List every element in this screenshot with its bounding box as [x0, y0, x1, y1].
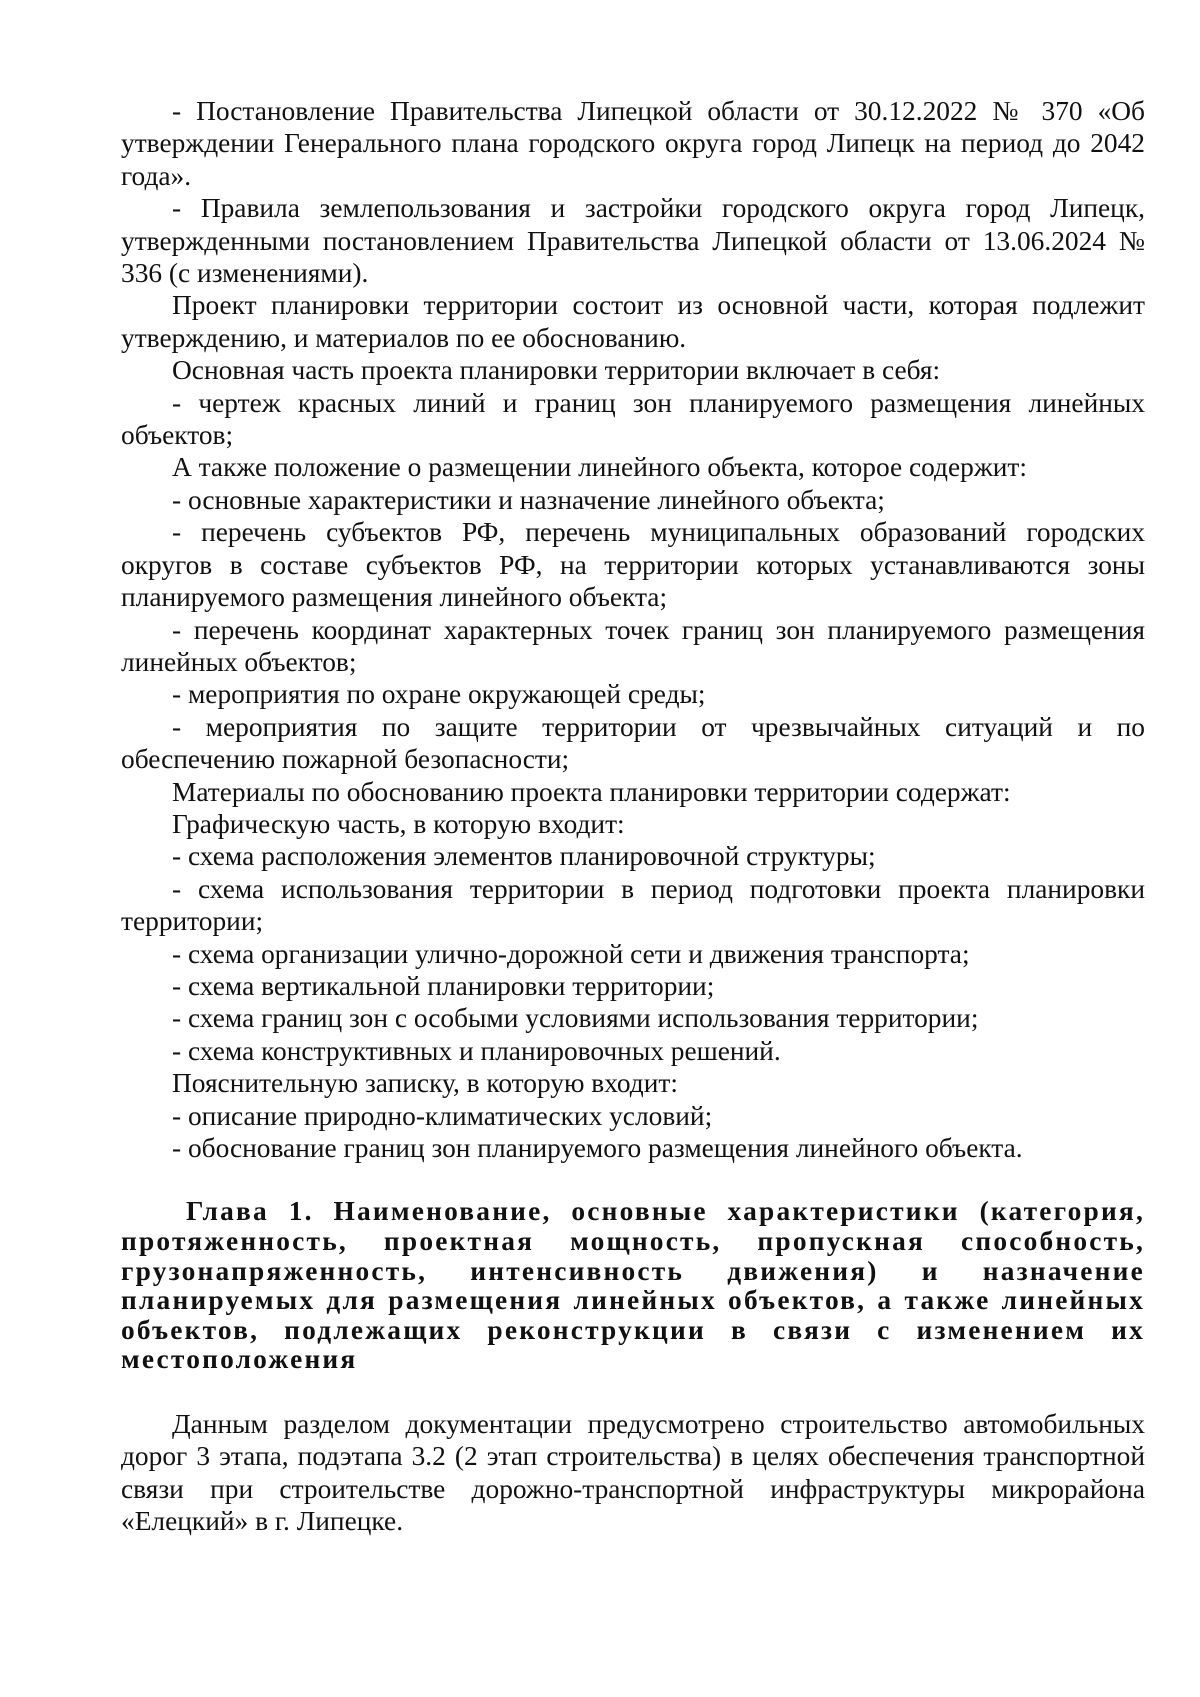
chapter-heading: Глава 1. Наименование, основные характеристики (категория, протяженность, проектная мощность, пропускная способность, грузонапряженность, интенсивность движения) и назначение планируемых для размещения линейных объектов, а также линейных объектов, подлежащих реконструкции в связи с изменением их местоположения — [121, 1196, 1145, 1375]
list-item-subjects-list: - перечень субъектов РФ, перечень муниципальных образований городских округов в составе субъектов РФ, на территории которых устанавливаются зоны планируемого размещения линейного объекта; — [121, 517, 1145, 613]
list-item-emergency-measures: - мероприятия по защите территории от чрезвычайных ситуаций и по обеспечению пожарной безопасности; — [121, 711, 1145, 775]
paragraph-placement-provision: А также положение о размещении линейного объекта, которое содержит: — [172, 452, 1027, 483]
paragraph-main-part-intro: Основная часть проекта планировки территории включает в себя: — [172, 355, 941, 386]
paragraph-justification-materials: Материалы по обоснованию проекта планировки территории содержат: — [172, 776, 1011, 807]
list-item-coordinates-list: - перечень координат характерных точек границ зон планируемого размещения линейных объектов; — [121, 614, 1145, 677]
paragraph-general-plan: - Постановление Правительства Липецкой области от 30.12.2022 № 370 «Об утверждении Генерального плана городского округа город Липецк на период до 2042 года». — [121, 96, 1145, 191]
list-item-zone-boundaries-justification: - обоснование границ зон планируемого размещения линейного объекта. — [172, 1133, 1023, 1163]
list-item-main-characteristics: - основные характеристики и назначение линейного объекта; — [172, 484, 885, 515]
list-item-design-solutions-scheme: - схема конструктивных и планировочных решений. — [172, 1035, 781, 1066]
list-item-environment-measures: - мероприятия по охране окружающей среды; — [172, 679, 706, 710]
list-item-climate-description: - описание природно-климатических условий; — [172, 1100, 713, 1131]
list-item-special-zones-scheme: - схема границ зон с особыми условиями использования территории; — [172, 1003, 979, 1034]
paragraph-explanatory-note: Пояснительную записку, в которую входит: — [172, 1068, 678, 1099]
list-item-road-network-scheme: - схема организации улично-дорожной сети и движения транспорта; — [172, 938, 970, 969]
list-item-red-lines-drawing: - чертеж красных линий и границ зон планируемого размещения линейных объектов; — [121, 387, 1145, 451]
list-item-vertical-planning-scheme: - схема вертикальной планировки территории; — [172, 970, 715, 1001]
paragraph-graphic-part: Графическую часть, в которую входит: — [172, 808, 625, 839]
list-item-structure-scheme: - схема расположения элементов планировочной структуры; — [172, 841, 876, 872]
list-item-territory-use-scheme: - схема использования территории в период подготовки проекта планировки территории; — [121, 873, 1145, 937]
document-page — [121, 95, 1145, 1538]
paragraph-land-use-rules: - Правила землепользования и застройки городского округа город Липецк, утвержденными постановлением Правительства Липецкой области от 13.06.2024 № 336 (с изменениями). — [121, 193, 1145, 289]
paragraph-project-composition: Проект планировки территории состоит из основной части, которая подлежит утверждению, и материалов по ее обоснованию. — [121, 290, 1145, 353]
paragraph-section-description: Данным разделом документации предусмотрено строительство автомобильных дорог 3 этапа, подэтапа 3.2 (2 этап строительства) в целях обеспечения транспортной связи при строительстве дорожно-транспортной инфраструктуры микрорайона «Елецкий» в г. Липецке. — [121, 1408, 1145, 1537]
